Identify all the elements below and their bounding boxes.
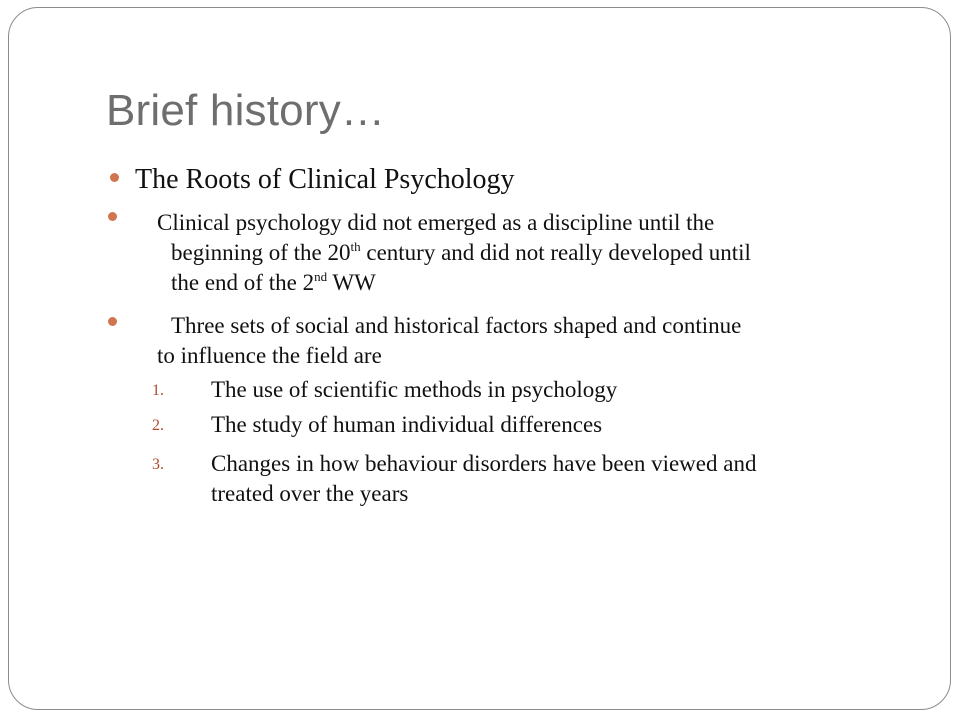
paragraph-origins: [157, 208, 751, 298]
slide-title: Brief history…: [106, 86, 386, 135]
superscript: th: [350, 239, 361, 254]
paragraph-line: Three sets of social and historical factors shaped and continue: [171, 313, 742, 338]
superscript: nd: [314, 269, 328, 284]
paragraph-line: the end of the 2nd WW: [171, 269, 376, 295]
list-item-text: The study of human individual differences: [211, 412, 603, 437]
list-number: 1.: [152, 382, 164, 399]
list-item-text: treated over the years: [211, 481, 409, 506]
paragraph-line: to influence the field are: [157, 343, 382, 368]
paragraph-line: Clinical psychology did not emerged as a discipline until the: [157, 210, 715, 235]
bullet-icon: [110, 173, 119, 182]
bullet-icon: [108, 317, 117, 326]
section-heading: The Roots of Clinical Psychology: [135, 164, 515, 195]
list-item-text: Changes in how behaviour disorders have been viewed and: [211, 451, 757, 476]
list-number: 3.: [152, 456, 164, 473]
list-item-text: The use of scientific methods in psychology: [211, 377, 618, 402]
bullet-icon: [108, 212, 117, 221]
list-number: 2.: [152, 417, 164, 434]
paragraph-line: beginning of the 20th century and did not really developed until: [171, 239, 751, 265]
paragraph-factors: [157, 311, 741, 371]
